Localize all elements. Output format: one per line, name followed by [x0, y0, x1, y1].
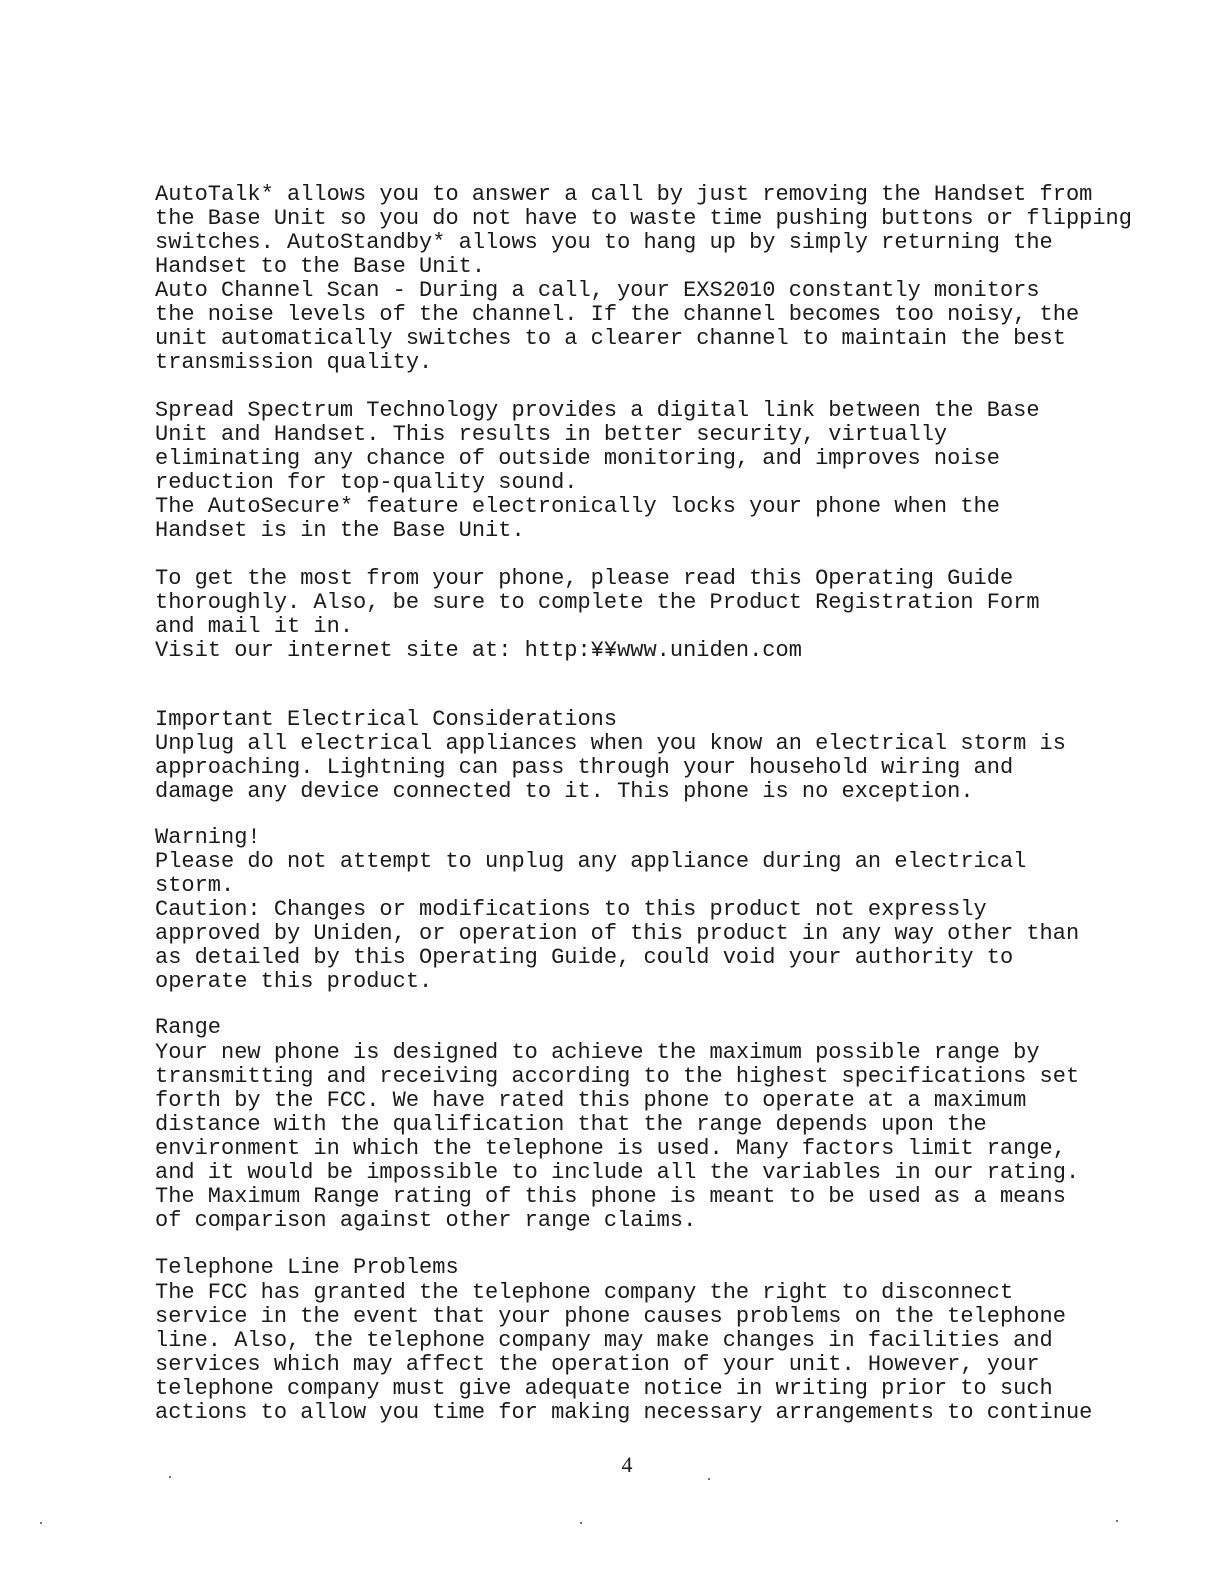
- page-number: 4: [621, 1452, 633, 1477]
- text-line: and it would be impossible to include all the variables in our rating.: [155, 1160, 1080, 1185]
- scan-speck: [580, 1522, 582, 1524]
- scan-speck: [169, 1476, 171, 1478]
- text-line: services which may affect the operation of your unit. However, your: [155, 1352, 1040, 1377]
- telephone-heading: Telephone Line Problems: [155, 1255, 459, 1280]
- text-line: service in the event that your phone causes problems on the telephone: [155, 1304, 1066, 1329]
- telephone-paragraph: [155, 1281, 1107, 1425]
- text-line: operate this product.: [155, 969, 433, 994]
- text-line: Auto Channel Scan - During a call, your EXS2010 constantly monitors: [155, 278, 1040, 303]
- text-line: reduction for top-quality sound.: [155, 470, 578, 495]
- electrical-heading: Important Electrical Considerations: [155, 707, 618, 732]
- text-line: actions to allow you time for making necessary arrangements to continue: [155, 1400, 1093, 1425]
- range-paragraph: [155, 1041, 1107, 1233]
- spread-spectrum-paragraph: [155, 399, 1107, 543]
- text-line: Handset is in the Base Unit.: [155, 518, 525, 543]
- text-line: Spread Spectrum Technology provides a digital link between the Base: [155, 398, 1040, 423]
- operating-guide-paragraph: [155, 567, 1107, 663]
- text-line: eliminating any chance of outside monitoring, and improves noise: [155, 446, 1000, 471]
- text-line: and mail it in.: [155, 614, 354, 639]
- text-line: AutoTalk* allows you to answer a call by just removing the Handset from: [155, 182, 1093, 207]
- scan-speck: [708, 1478, 710, 1480]
- text-line: transmission quality.: [155, 350, 433, 375]
- text-line: approaching. Lightning can pass through your household wiring and: [155, 755, 1014, 780]
- range-heading: Range: [155, 1015, 222, 1040]
- text-line: the Base Unit so you do not have to waste time pushing buttons or flipping: [155, 206, 1132, 231]
- text-line: Unit and Handset. This results in better security, virtually: [155, 422, 948, 447]
- text-line: The AutoSecure* feature electronically locks your phone when the: [155, 494, 1000, 519]
- text-line: as detailed by this Operating Guide, could void your authority to: [155, 945, 1014, 970]
- website-line: Visit our internet site at: http:¥¥www.uniden.com: [155, 638, 802, 663]
- text-line: of comparison against other range claims.: [155, 1208, 697, 1233]
- warning-paragraph: [155, 850, 1107, 994]
- text-line: thoroughly. Also, be sure to complete the Product Registration Form: [155, 590, 1040, 615]
- text-line: approved by Uniden, or operation of this product in any way other than: [155, 921, 1080, 946]
- text-line: the noise levels of the channel. If the channel becomes too noisy, the: [155, 302, 1080, 327]
- scan-speck: [40, 1522, 42, 1524]
- text-line: distance with the qualification that the range depends upon the: [155, 1112, 987, 1137]
- text-line: unit automatically switches to a clearer channel to maintain the best: [155, 326, 1066, 351]
- text-line: storm.: [155, 873, 235, 898]
- warning-heading: Warning!: [155, 825, 261, 850]
- text-line: Unplug all electrical appliances when you know an electrical storm is: [155, 731, 1066, 756]
- text-line: damage any device connected to it. This phone is no exception.: [155, 779, 974, 804]
- text-line: environment in which the telephone is used. Many factors limit range,: [155, 1136, 1066, 1161]
- text-line: Please do not attempt to unplug any appliance during an electrical: [155, 849, 1027, 874]
- text-line: line. Also, the telephone company may make changes in facilities and: [155, 1328, 1053, 1353]
- text-line: To get the most from your phone, please read this Operating Guide: [155, 566, 1014, 591]
- text-line: telephone company must give adequate notice in writing prior to such: [155, 1376, 1053, 1401]
- text-line: The FCC has granted the telephone company the right to disconnect: [155, 1280, 1014, 1305]
- text-line: forth by the FCC. We have rated this phone to operate at a maximum: [155, 1088, 1027, 1113]
- text-line: Your new phone is designed to achieve the maximum possible range by: [155, 1040, 1040, 1065]
- scan-speck: [1116, 1520, 1118, 1522]
- text-line: Caution: Changes or modifications to this product not expressly: [155, 897, 987, 922]
- electrical-paragraph: [155, 732, 1107, 804]
- text-line: transmitting and receiving according to the highest specifications set: [155, 1064, 1080, 1089]
- text-line: Handset to the Base Unit.: [155, 254, 486, 279]
- text-line: The Maximum Range rating of this phone is meant to be used as a means: [155, 1184, 1066, 1209]
- text-line: switches. AutoStandby* allows you to hang up by simply returning the: [155, 230, 1053, 255]
- intro-autotalk-paragraph: [155, 182, 1132, 375]
